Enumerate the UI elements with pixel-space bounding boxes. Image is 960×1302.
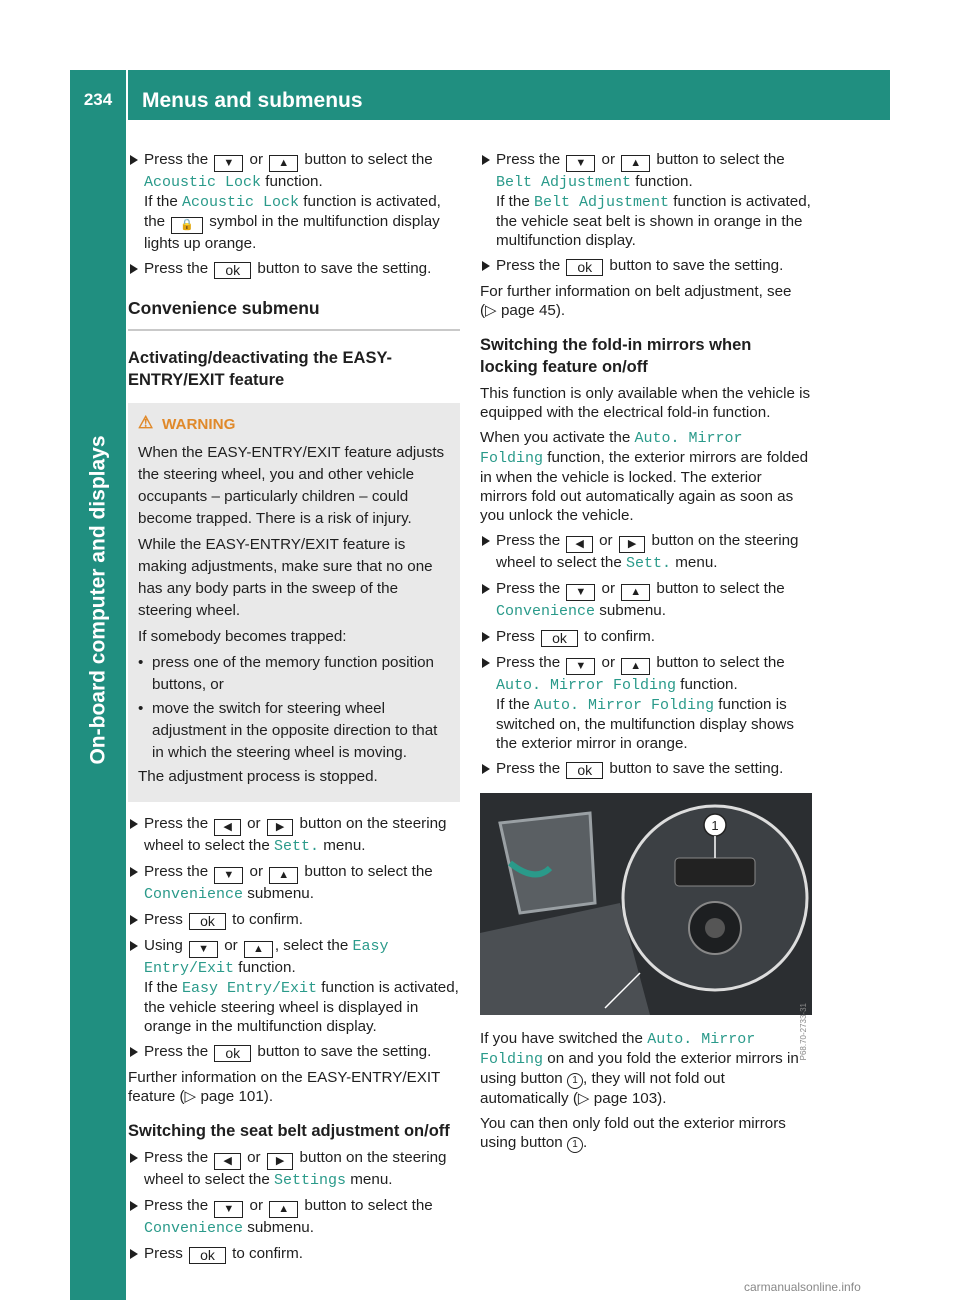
mirror-switch-illustration (480, 793, 812, 1061)
step: Press the ◀ or ▶ button on the steering wheel to select the Settings menu. (128, 1148, 460, 1190)
step: Press the ▼ or ▲ button to select the Belt Adjustment function. If the Belt Adjustment function is activated, the vehicle seat belt is shown in orange in the multifunction display. (480, 150, 812, 250)
paragraph: This function is only available when the vehicle is equipped with the electrical fold-in function. (480, 385, 811, 421)
subsection-title: Activating/deactivating the EASY-ENTRY/EXIT feature (128, 349, 393, 389)
warning-box: ⚠ WARNING When the EASY-ENTRY/EXIT feature adjusts the steering wheel, you and other vehicle occupants – particularly children – could become trapped. There is a risk of injury. While the EASY-ENTRY/EXIT feature is making adjustments, make sure that no one has any body parts in the sweep of the steering wheel. If somebody becomes trapped: • press one of the memory function position buttons, or • move the switch for steering wheel adjustment in the opposite direction to that in which the steering wheel is moving. The adjustment process is stopped. (128, 403, 460, 802)
figure-code: P68.70-2733-31 (799, 1003, 808, 1061)
step: Press ok to confirm. (480, 627, 812, 647)
header-divider (126, 70, 128, 120)
step: Press the ▼ or ▲ button to select the Convenience submenu. (128, 862, 460, 904)
step: Press the ▼ or ▲ button to select the Acoustic Lock function. If the Acoustic Lock function is activated, the 🔒 symbol in the multifunction display lights up orange. (128, 150, 460, 253)
code-term: Acoustic Lock (144, 174, 262, 191)
side-tab (70, 120, 126, 1300)
step: Using ▼ or ▲ , select the Easy Entry/Exit function. If the Easy Entry/Exit function is activated, the vehicle steering wheel is displayed in orange in the multifunction display. (128, 936, 460, 1036)
step: Press ok to confirm. (128, 910, 460, 930)
subsection-title: Switching the fold-in mirrors when locking feature on/off (480, 336, 752, 376)
step: Press the ▼ or ▲ button to select the Convenience submenu. (480, 579, 812, 621)
step: Press the ▼ or ▲ button to select the Auto. Mirror Folding function. If the Auto. Mirror Folding function is switched on, the multifunction display shows the exterior mirror in orange. (480, 653, 812, 753)
step: Press the ok button to save the setting. (128, 259, 460, 279)
paragraph: You can then only fold out the exterior mirrors using button 1 . (480, 1115, 786, 1151)
callout-badge: 1 (567, 1073, 583, 1089)
left-column (128, 150, 460, 1270)
paragraph: For further information on belt adjustment, see (▷ page 45). (480, 283, 792, 319)
step: Press the ok button to save the setting. (480, 759, 812, 779)
page-number: 234 (83, 90, 113, 109)
step: Press the ok button to save the setting. (128, 1042, 460, 1062)
warning-title: ⚠ WARNING (138, 415, 452, 434)
footer-watermark[interactable]: carmanualsonline.info (744, 1280, 861, 1294)
paragraph: Further information on the EASY-ENTRY/EXIT feature (▷ page 101). (128, 1069, 441, 1105)
callout-badge: 1 (567, 1137, 583, 1153)
paragraph: When you activate the Auto. Mirror Folding function, the exterior mirrors are folded in when the vehicle is locked. The exterior mirrors fold out automatically again as soon as you unlock the vehicle. (480, 429, 809, 524)
right-key-icon: ▶ (267, 819, 293, 836)
step: Press the ok button to save the setting. (480, 256, 812, 276)
step: Press the ▼ or ▲ button to select the Convenience submenu. (128, 1196, 460, 1238)
header-bar (70, 70, 890, 120)
mirror-switch-figure (480, 793, 812, 1061)
page-title: Menus and submenus (142, 89, 363, 112)
section-rule (128, 329, 460, 331)
step: Press the ◀ or ▶ button on the steering wheel to select the Sett. menu. (480, 531, 812, 573)
section-title: Convenience submenu (128, 298, 320, 318)
down-key-icon: ▼ (214, 155, 243, 172)
step: Press ok to confirm. (128, 1244, 460, 1264)
list-item: • move the switch for steering wheel adjustment in the opposite direction to that in which the steering wheel is moving. (138, 698, 452, 764)
up-key-icon: ▲ (269, 155, 298, 172)
paragraph: If you have switched the Auto. Mirror Folding on and you fold the exterior mirrors in using button 1 , they will not fold out automatically (▷ page 103). (480, 1030, 799, 1107)
callout-number: 1 (711, 818, 719, 833)
side-tab-label: On-board computer and displays (86, 435, 110, 765)
right-column (480, 150, 812, 1159)
step: Press the ◀ or ▶ button on the steering wheel to select the Sett. menu. (128, 814, 460, 856)
list-item: • press one of the memory function position buttons, or (138, 652, 452, 696)
lock-symbol-icon: 🔒 (171, 217, 203, 234)
left-key-icon: ◀ (214, 819, 240, 836)
subsection-title: Switching the seat belt adjustment on/off (128, 1122, 450, 1140)
ok-key-icon: ok (214, 262, 251, 279)
